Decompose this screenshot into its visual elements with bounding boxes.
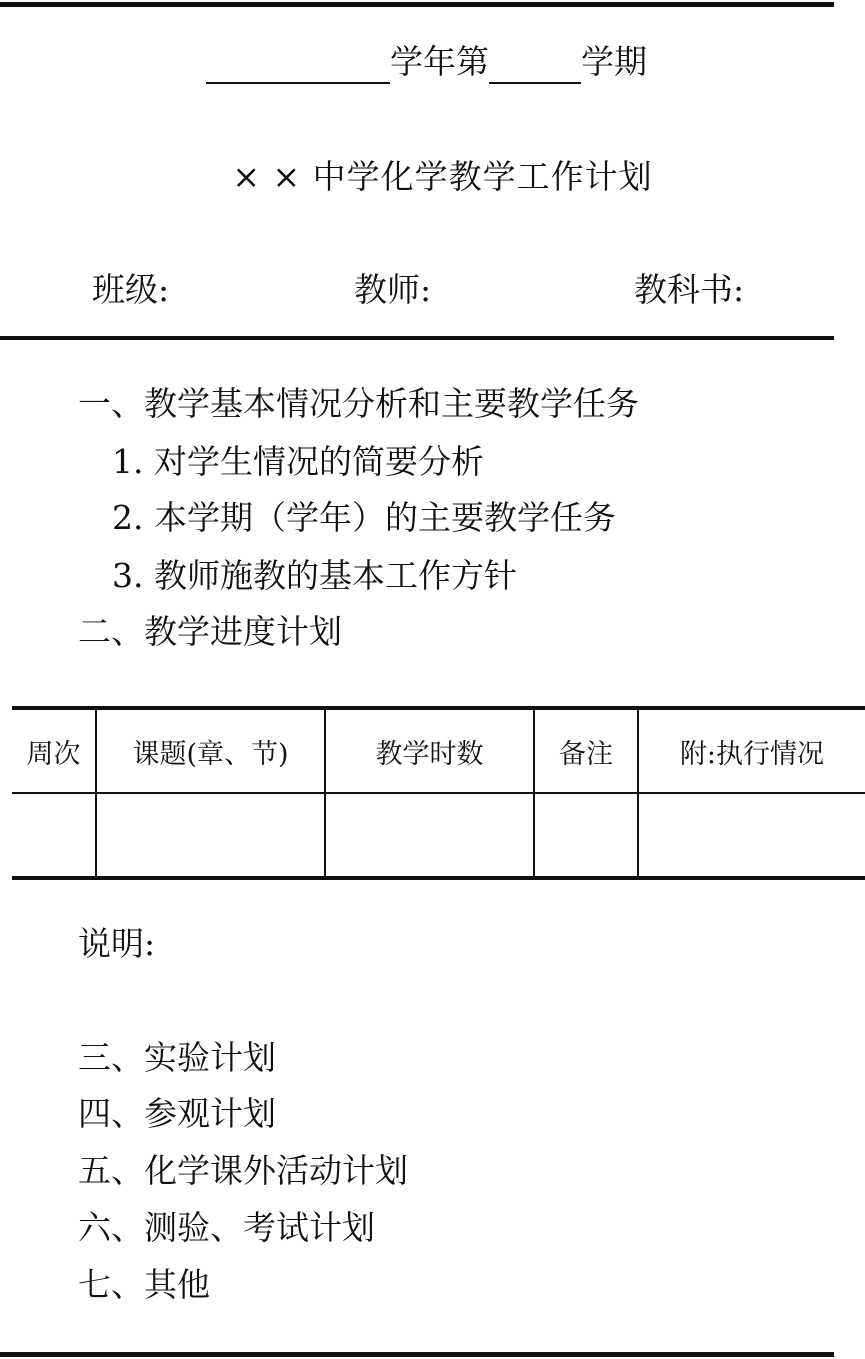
academic-year-blank[interactable] [206,40,390,84]
document-title: × × 中学化学教学工作计划 [232,157,653,196]
section-1-heading: 一、教学基本情况分析和主要教学任务 [78,384,639,423]
semester-line [206,40,647,84]
table-cell-execution[interactable] [638,793,865,878]
section-1-item-1: 1. 对学生情况的简要分析 [112,442,484,481]
column-header-execution: 附:执行情况 [638,708,865,793]
column-header-topic: 课题(章、节) [96,708,325,793]
table-cell-remarks[interactable] [534,793,638,878]
section-1-item-2: 2. 本学期（学年）的主要教学任务 [112,498,616,537]
header-divider [0,336,834,340]
section-5-heading: 五、化学课外活动计划 [78,1151,408,1190]
term-label: 学期 [581,42,647,81]
section-4-heading: 四、参观计划 [78,1094,276,1133]
table-cell-week[interactable] [12,793,96,878]
class-label: 班级: [92,270,170,309]
section-7-heading: 七、其他 [78,1265,210,1304]
bottom-rule [0,1352,834,1357]
section-3-heading: 三、实验计划 [78,1038,276,1077]
schedule-table-header-row [12,708,865,793]
note-label: 说明: [78,924,156,963]
academic-year-label: 学年第 [390,42,489,81]
column-header-hours: 教学时数 [325,708,534,793]
term-blank[interactable] [489,40,581,84]
table-cell-topic[interactable] [96,793,325,878]
textbook-label: 教科书: [634,270,745,309]
table-row [12,793,865,878]
schedule-table [12,706,865,880]
column-header-remarks: 备注 [534,708,638,793]
table-cell-hours[interactable] [325,793,534,878]
section-2-heading: 二、教学进度计划 [78,612,342,651]
section-1-item-3: 3. 教师施教的基本工作方针 [112,556,517,595]
teacher-label: 教师: [354,270,432,309]
section-6-heading: 六、测验、考试计划 [78,1208,375,1247]
column-header-week: 周次 [12,708,96,793]
top-rule [0,2,834,7]
